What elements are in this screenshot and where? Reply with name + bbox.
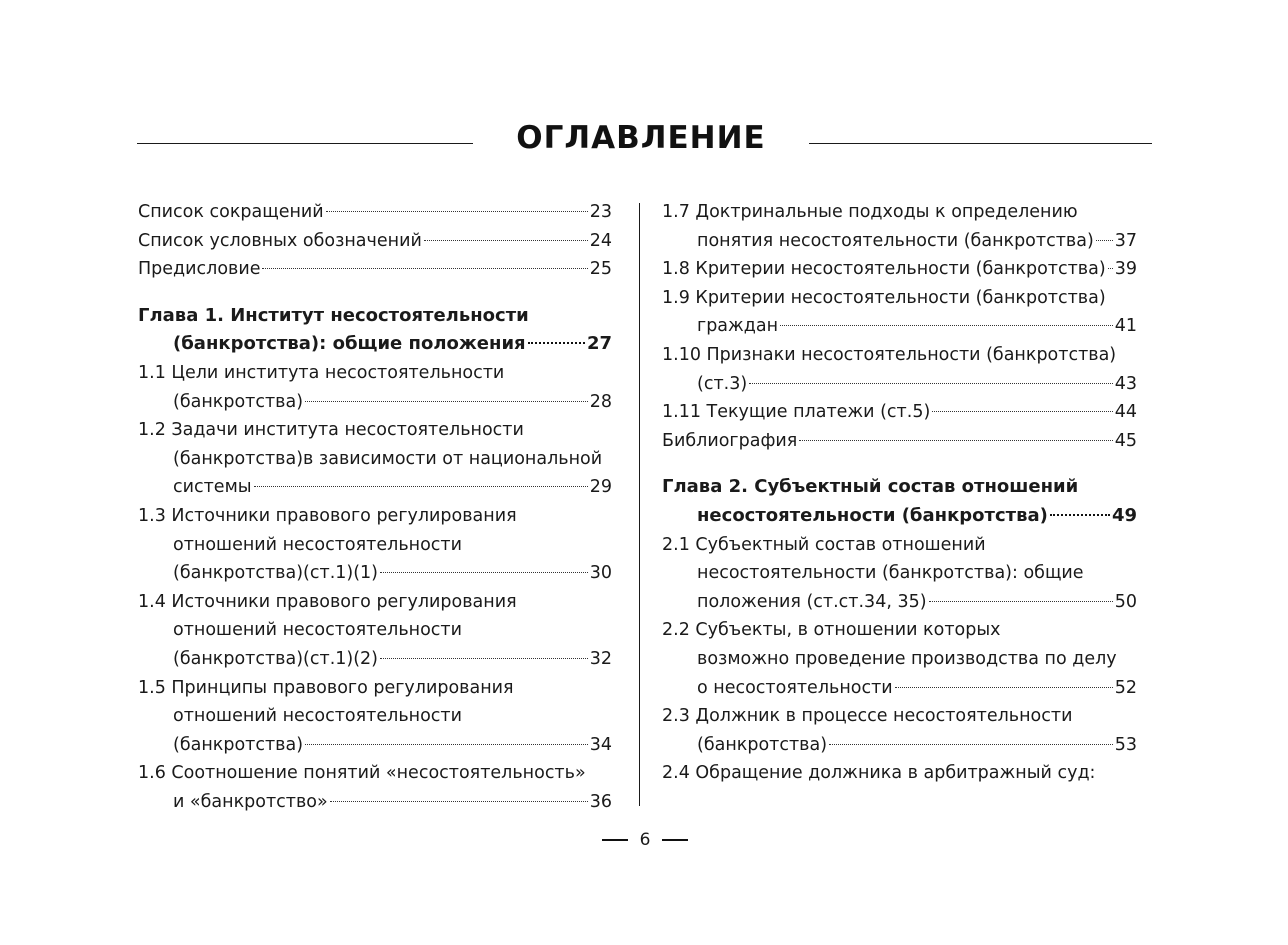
dot-leader [929, 601, 1113, 602]
toc-entry-line: 1.7 Доктринальные подходы к определению [662, 202, 1078, 222]
toc-entry[interactable] [138, 227, 612, 256]
toc-entry-line: 1.1 Цели института несостоятельности [138, 362, 505, 383]
toc-entry-title: (ст.3) [697, 373, 748, 394]
toc-page-number: 39 [1114, 259, 1137, 280]
dot-leader [749, 383, 1113, 384]
toc-entry-line: (банкротства)в зависимости от национальной [173, 448, 603, 469]
toc-entry-title: 1.8 Критерии несостоятельности (банкротства) [662, 259, 1106, 280]
toc-entry[interactable] [662, 198, 1137, 255]
page-number-dash-left [602, 839, 628, 841]
toc-entry-last-line [138, 330, 612, 359]
toc-entry-title: несостоятельности (банкротства) [697, 504, 1048, 526]
toc-entry-line: Глава 1. Институт несостоятельности [138, 304, 529, 326]
dot-leader [326, 211, 588, 212]
page-number [597, 830, 693, 850]
toc-entry-line: 1.5 Принципы правового регулирования [138, 677, 514, 698]
toc-entry-last-line [662, 674, 1137, 703]
toc-entry-last-line [662, 312, 1137, 341]
toc-entry-line: 2.1 Субъектный состав отношений [662, 534, 986, 555]
toc-chapter-entry[interactable] [662, 473, 1137, 530]
dot-leader [254, 486, 588, 487]
toc-page-number: 25 [589, 259, 612, 280]
dot-leader [330, 801, 588, 802]
toc-entry[interactable] [138, 198, 612, 227]
page-title: ОГЛАВЛЕНИЕ [516, 120, 766, 156]
toc-entry-last-line [138, 198, 612, 227]
toc-entry-line: 1.6 Соотношение понятий «несостоятельность» [138, 763, 586, 784]
dot-leader [380, 658, 588, 659]
toc-page-number: 34 [589, 734, 612, 755]
toc-entry-line: 2.4 Обращение должника в арбитражный суд: [662, 763, 1096, 784]
toc-entry-last-line [138, 559, 612, 588]
toc-entry-last-line [138, 255, 612, 284]
toc-chapter-entry[interactable] [138, 302, 612, 359]
toc-entry-title: Список сокращений [138, 202, 324, 222]
page-number-dash-right [662, 839, 688, 841]
toc-entry-title: и «банкротство» [173, 791, 328, 812]
toc-entry-title: (банкротства)(ст.1)(2) [173, 648, 379, 669]
dot-leader [895, 687, 1113, 688]
toc-entry-last-line [662, 588, 1137, 617]
title-rule-right [809, 143, 1152, 144]
toc-entry[interactable] [662, 616, 1137, 702]
toc-entry-line: отношений несостоятельности [173, 620, 462, 641]
toc-page-number: 43 [1114, 373, 1137, 394]
toc-entry-line: несостоятельности (банкротства): общие [697, 563, 1084, 584]
toc-entry-line: 1.10 Признаки несостоятельности (банкротства) [662, 344, 1117, 365]
toc-entry-title: (банкротства)(ст.1)(1) [173, 563, 379, 584]
toc-entry[interactable] [662, 702, 1137, 759]
toc-entry-line: отношений несостоятельности [173, 534, 462, 555]
toc-entry[interactable] [662, 759, 1137, 788]
chapter-gap [662, 455, 1137, 473]
toc-entry-title: Библиография [662, 430, 798, 451]
toc-entry[interactable] [138, 255, 612, 284]
toc-entry-last-line [138, 645, 612, 674]
toc-entry[interactable] [662, 284, 1137, 341]
toc-entry-line: 1.3 Источники правового регулирования [138, 505, 517, 526]
dot-leader [262, 268, 587, 269]
toc-entry-line: 1.9 Критерии несостоятельности (банкротства) [662, 287, 1106, 308]
toc-entry[interactable] [138, 359, 612, 416]
toc-page-number: 49 [1111, 504, 1137, 526]
dot-leader [1108, 268, 1113, 269]
toc-entry-line: 1.4 Источники правового регулирования [138, 591, 517, 612]
dot-leader [424, 240, 588, 241]
toc-page-number: 30 [589, 563, 612, 584]
toc-entry[interactable] [138, 588, 612, 674]
toc-entry[interactable] [662, 255, 1137, 284]
toc-entry-title: (банкротства) [173, 734, 304, 755]
toc-page-number: 27 [586, 333, 612, 355]
dot-leader [1050, 514, 1110, 516]
page-number-value: 6 [639, 830, 651, 850]
toc-entry-last-line [138, 227, 612, 256]
toc-entry[interactable] [662, 427, 1137, 456]
dot-leader [780, 325, 1113, 326]
toc-entry-line: Глава 2. Субъектный состав отношений [662, 476, 1079, 498]
dot-leader [528, 342, 585, 344]
toc-page-number: 29 [589, 477, 612, 498]
toc-entry-line: 2.2 Субъекты, в отношении которых [662, 620, 1001, 641]
toc-entry-line: отношений несостоятельности [173, 706, 462, 727]
toc-entry-title: системы [173, 477, 252, 498]
toc-entry-title: 1.11 Текущие платежи (ст.5) [662, 402, 931, 423]
toc-entry[interactable] [662, 531, 1137, 617]
toc-entry-last-line [662, 398, 1137, 427]
toc-entry-last-line [662, 427, 1137, 456]
toc-entry[interactable] [138, 502, 612, 588]
toc-entry[interactable] [138, 674, 612, 760]
dot-leader [305, 401, 588, 402]
toc-right-column [662, 198, 1137, 788]
toc-page-number: 32 [589, 648, 612, 669]
toc-entry-title: Предисловие [138, 259, 261, 280]
toc-entry-last-line [662, 502, 1137, 531]
title-rule-left [137, 143, 473, 144]
toc-entry-last-line [138, 788, 612, 817]
toc-entry-title: (банкротства): общие положения [173, 333, 526, 355]
toc-left-column [138, 198, 612, 816]
toc-entry-title: о несостоятельности [697, 677, 893, 698]
toc-entry[interactable] [138, 416, 612, 502]
toc-page-number: 28 [589, 391, 612, 412]
column-divider [639, 203, 640, 806]
toc-entry[interactable] [662, 398, 1137, 427]
dot-leader [829, 744, 1113, 745]
toc-entry[interactable] [662, 341, 1137, 398]
toc-page-number: 24 [589, 230, 612, 251]
toc-entry[interactable] [138, 759, 612, 816]
chapter-gap [138, 284, 612, 302]
dot-leader [932, 411, 1112, 412]
toc-page-number: 37 [1114, 230, 1137, 251]
toc-page-number: 23 [589, 202, 612, 222]
toc-entry-last-line [662, 227, 1137, 256]
dot-leader [1096, 240, 1113, 241]
toc-entry-line: 2.3 Должник в процессе несостоятельности [662, 706, 1073, 727]
dot-leader [305, 744, 588, 745]
dot-leader [380, 572, 588, 573]
toc-entry-line: 1.2 Задачи института несостоятельности [138, 420, 524, 441]
toc-page-number: 36 [589, 791, 612, 812]
toc-entry-title: положения (ст.ст.34, 35) [697, 591, 927, 612]
toc-entry-last-line [138, 388, 612, 417]
toc-entry-title: понятия несостоятельности (банкротства) [697, 230, 1094, 251]
toc-entry-line: возможно проведение производства по делу [697, 648, 1117, 669]
dot-leader [799, 440, 1112, 441]
toc-entry-title: Список условных обозначений [138, 230, 422, 251]
toc-entry-last-line [662, 370, 1137, 399]
toc-page-number: 52 [1114, 677, 1137, 698]
toc-page-number: 44 [1114, 402, 1137, 423]
toc-entry-title: граждан [697, 316, 779, 337]
toc-page-number: 41 [1114, 316, 1137, 337]
toc-entry-last-line [138, 731, 612, 760]
toc-entry-title: (банкротства) [173, 391, 304, 412]
toc-entry-last-line [662, 731, 1137, 760]
toc-entry-last-line [138, 473, 612, 502]
toc-page-number: 50 [1114, 591, 1137, 612]
toc-page-number: 45 [1114, 430, 1137, 451]
toc-entry-title: (банкротства) [697, 734, 828, 755]
toc-entry-last-line [662, 255, 1137, 284]
toc-page-number: 53 [1114, 734, 1137, 755]
